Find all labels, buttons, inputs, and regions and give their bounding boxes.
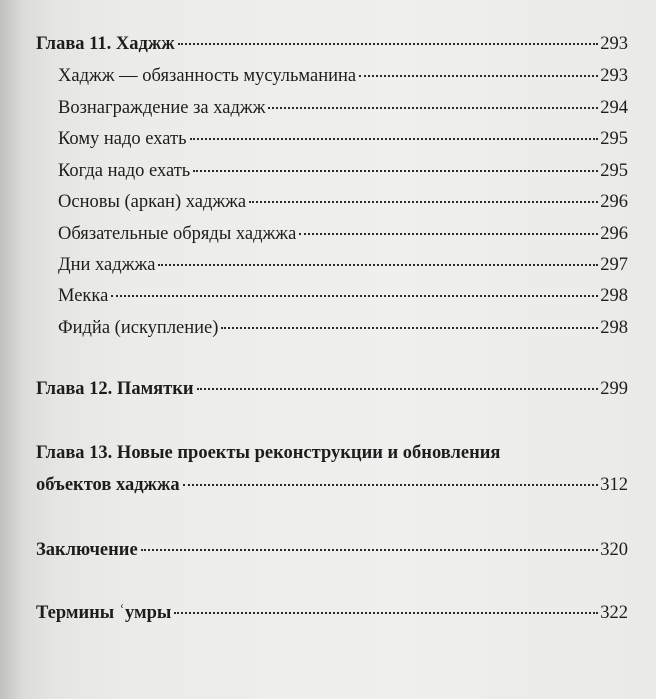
toc-page-number: 320 [600, 540, 628, 560]
toc-entry [58, 253, 628, 277]
toc-entry-chapter-12 [36, 377, 628, 401]
toc-page-number: 296 [600, 224, 628, 244]
dot-leader [178, 43, 599, 45]
dot-leader [268, 107, 598, 109]
toc-page-number: 293 [600, 34, 628, 54]
dot-leader [190, 138, 599, 140]
toc-entry [58, 96, 628, 120]
toc-entry-title: объектов хаджжа [36, 475, 180, 495]
toc-page-number: 297 [600, 255, 628, 275]
toc-entry [58, 159, 628, 183]
toc-entry-conclusion [36, 538, 628, 562]
toc-entry [58, 284, 628, 308]
toc-page-number: 322 [600, 603, 628, 623]
toc-entry-terms [36, 601, 628, 625]
toc-entry-chapter-11 [36, 32, 628, 56]
toc-entry-title: Мекка [58, 286, 109, 306]
toc-page-number: 293 [600, 66, 628, 86]
dot-leader [197, 388, 599, 390]
dot-leader [249, 201, 598, 203]
toc-entry-chapter-13 [36, 473, 628, 497]
toc-page-number: 296 [600, 192, 628, 212]
toc-entry-title: Основы (аркан) хаджжа [58, 192, 247, 212]
toc-page-number: 299 [600, 379, 628, 399]
toc-entry-title: Глава 12. Памятки [36, 379, 194, 399]
toc-entry [58, 316, 628, 340]
dot-leader [141, 549, 599, 551]
toc-entry [58, 222, 628, 246]
dot-leader [359, 75, 598, 77]
toc-entry-title: Когда надо ехать [58, 161, 191, 181]
dot-leader [174, 612, 598, 614]
toc-page-number: 298 [600, 286, 628, 306]
toc-entry-title: Вознаграждение за хаджж [58, 98, 266, 118]
toc-entry-title: Хаджж — обязанность мусульманина [58, 66, 357, 86]
toc-entry-title: Заключение [36, 540, 138, 560]
toc-entry [58, 64, 628, 88]
toc-entry [58, 127, 628, 151]
toc-page-number: 312 [600, 475, 628, 495]
dot-leader [183, 484, 599, 486]
toc-entry-title: Дни хаджжа [58, 255, 156, 275]
toc-entry-title: Глава 11. Хаджж [36, 34, 175, 54]
toc-entry-title: Обязательные обряды хаджжа [58, 224, 297, 244]
dot-leader [221, 327, 598, 329]
toc-entry-title: Термины ʿумры [36, 603, 172, 623]
dot-leader [299, 233, 598, 235]
toc-page-number: 294 [600, 98, 628, 118]
toc-page-number: 298 [600, 318, 628, 338]
toc-entry [58, 190, 628, 214]
dot-leader [193, 170, 598, 172]
dot-leader [111, 295, 598, 297]
toc-page-number: 295 [600, 129, 628, 149]
toc-page-number: 295 [600, 161, 628, 181]
toc-entry-title: Фидйа (искупление) [58, 318, 219, 338]
toc-chapter-13-title-line1: Глава 13. Новые проекты реконструкции и обновления [36, 443, 501, 463]
dot-leader [158, 264, 598, 266]
toc-entry-title: Кому надо ехать [58, 129, 187, 149]
